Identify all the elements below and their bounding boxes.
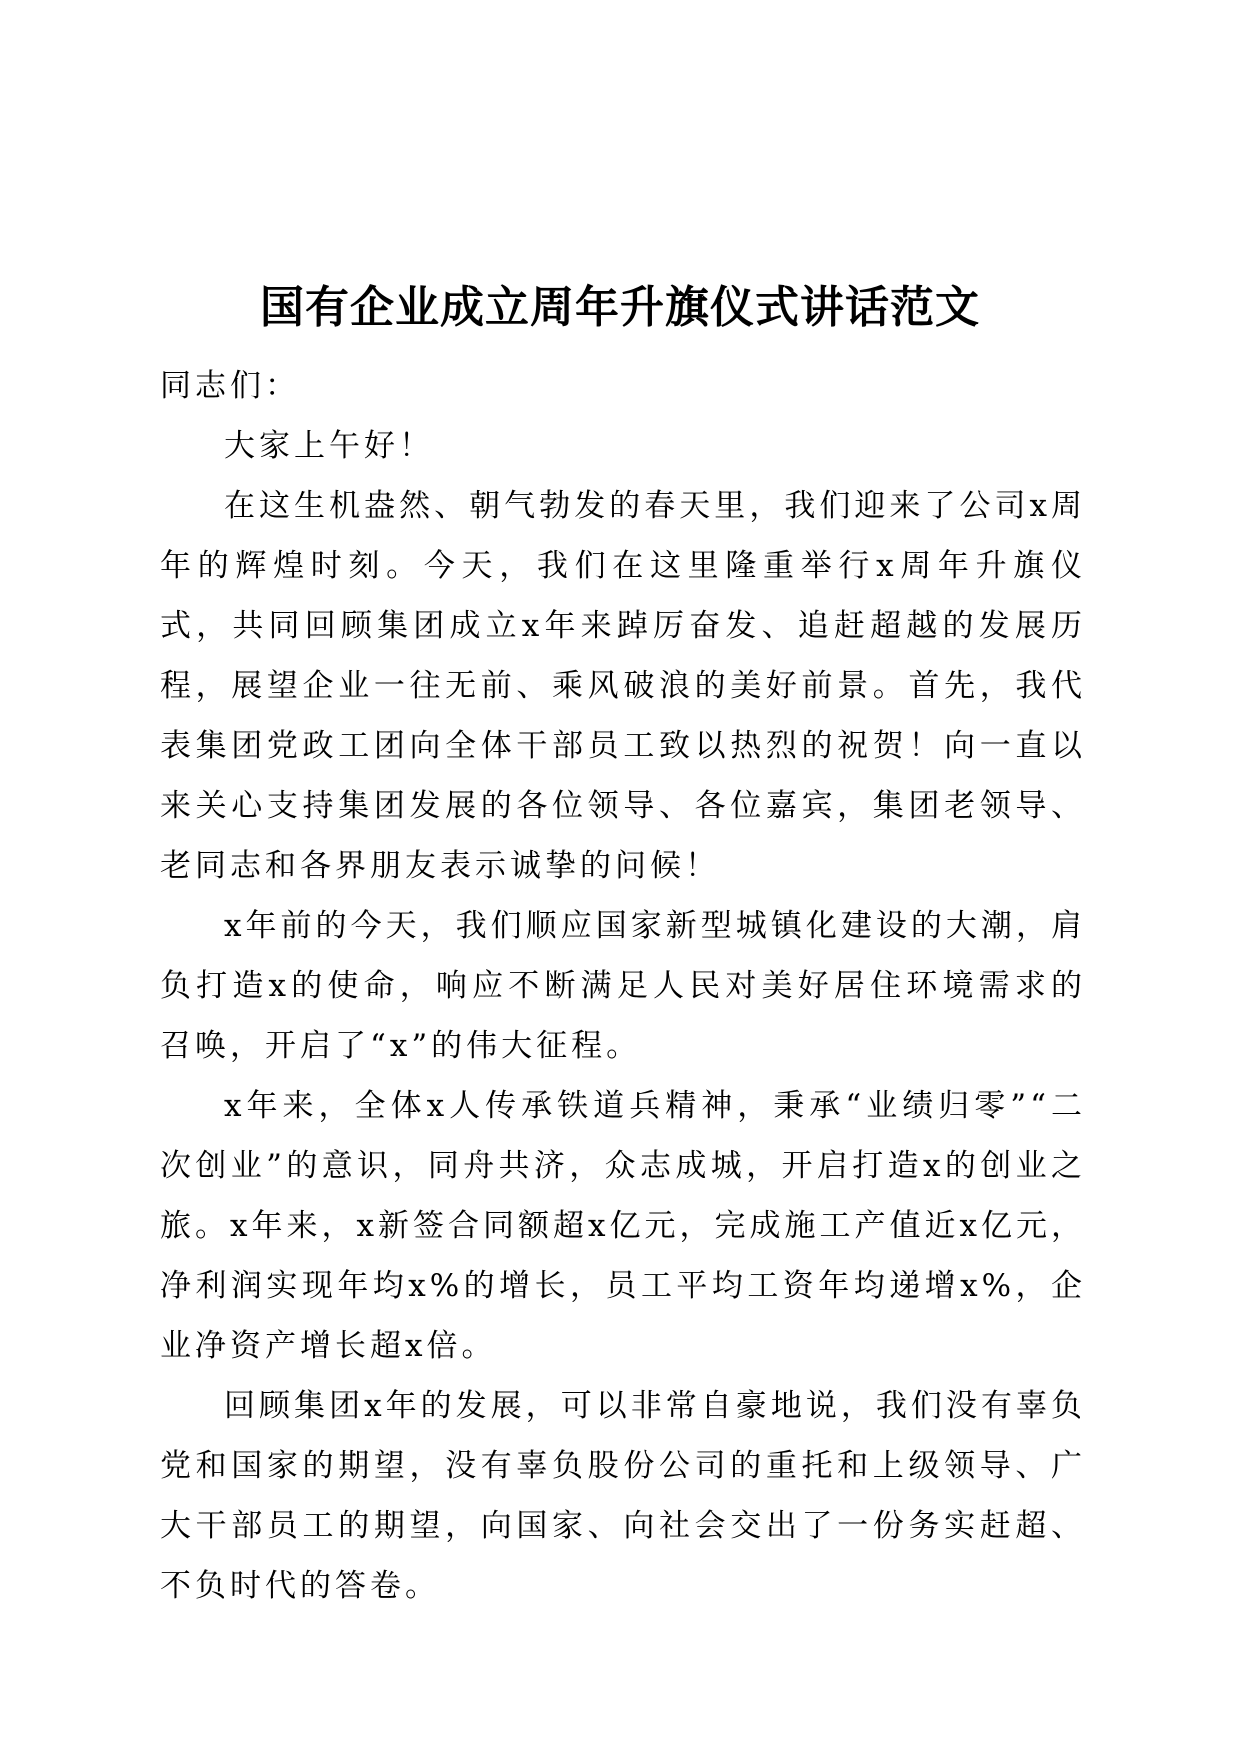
paragraph-greeting: 大家上午好！: [224, 428, 434, 464]
paragraph-achievements: x年来，全体x人传承铁道兵精神，秉承“业绩归零”“二次创业”的意识，同舟共济，众志成城，开启打造x的创业之旅。x年来，x新签合同额超x亿元，完成施工产值近x亿元，净利润实现年均x%的增长，员工平均工资年均递增x%，企业净资产增长超x倍。: [160, 1088, 1086, 1364]
paragraph-review: 回顾集团x年的发展，可以非常自豪地说，我们没有辜负党和国家的期望，没有辜负股份公司的重托和上级领导、广大干部员工的期望，向国家、向社会交出了一份务实赶超、不负时代的答卷。: [160, 1388, 1086, 1604]
salutation: 同志们：: [160, 368, 300, 404]
paragraph-opening: 在这生机盎然、朝气勃发的春天里，我们迎来了公司x周年的辉煌时刻。今天，我们在这里隆重举行x周年升旗仪式，共同回顾集团成立x年来踔厉奋发、追赶超越的发展历程，展望企业一往无前、乘风破浪的美好前景。首先，我代表集团党政工团向全体干部员工致以热烈的祝贺！向一直以来关心支持集团发展的各位领导、各位嘉宾，集团老领导、老同志和各界朋友表示诚挚的问候！: [160, 488, 1086, 884]
document-title: 国有企业成立周年升旗仪式讲话范文: [260, 282, 980, 333]
paragraph-founding: x年前的今天，我们顺应国家新型城镇化建设的大潮，肩负打造x的使命，响应不断满足人民对美好居住环境需求的召唤，开启了“x”的伟大征程。: [160, 908, 1086, 1064]
document-body: [160, 356, 1086, 1616]
